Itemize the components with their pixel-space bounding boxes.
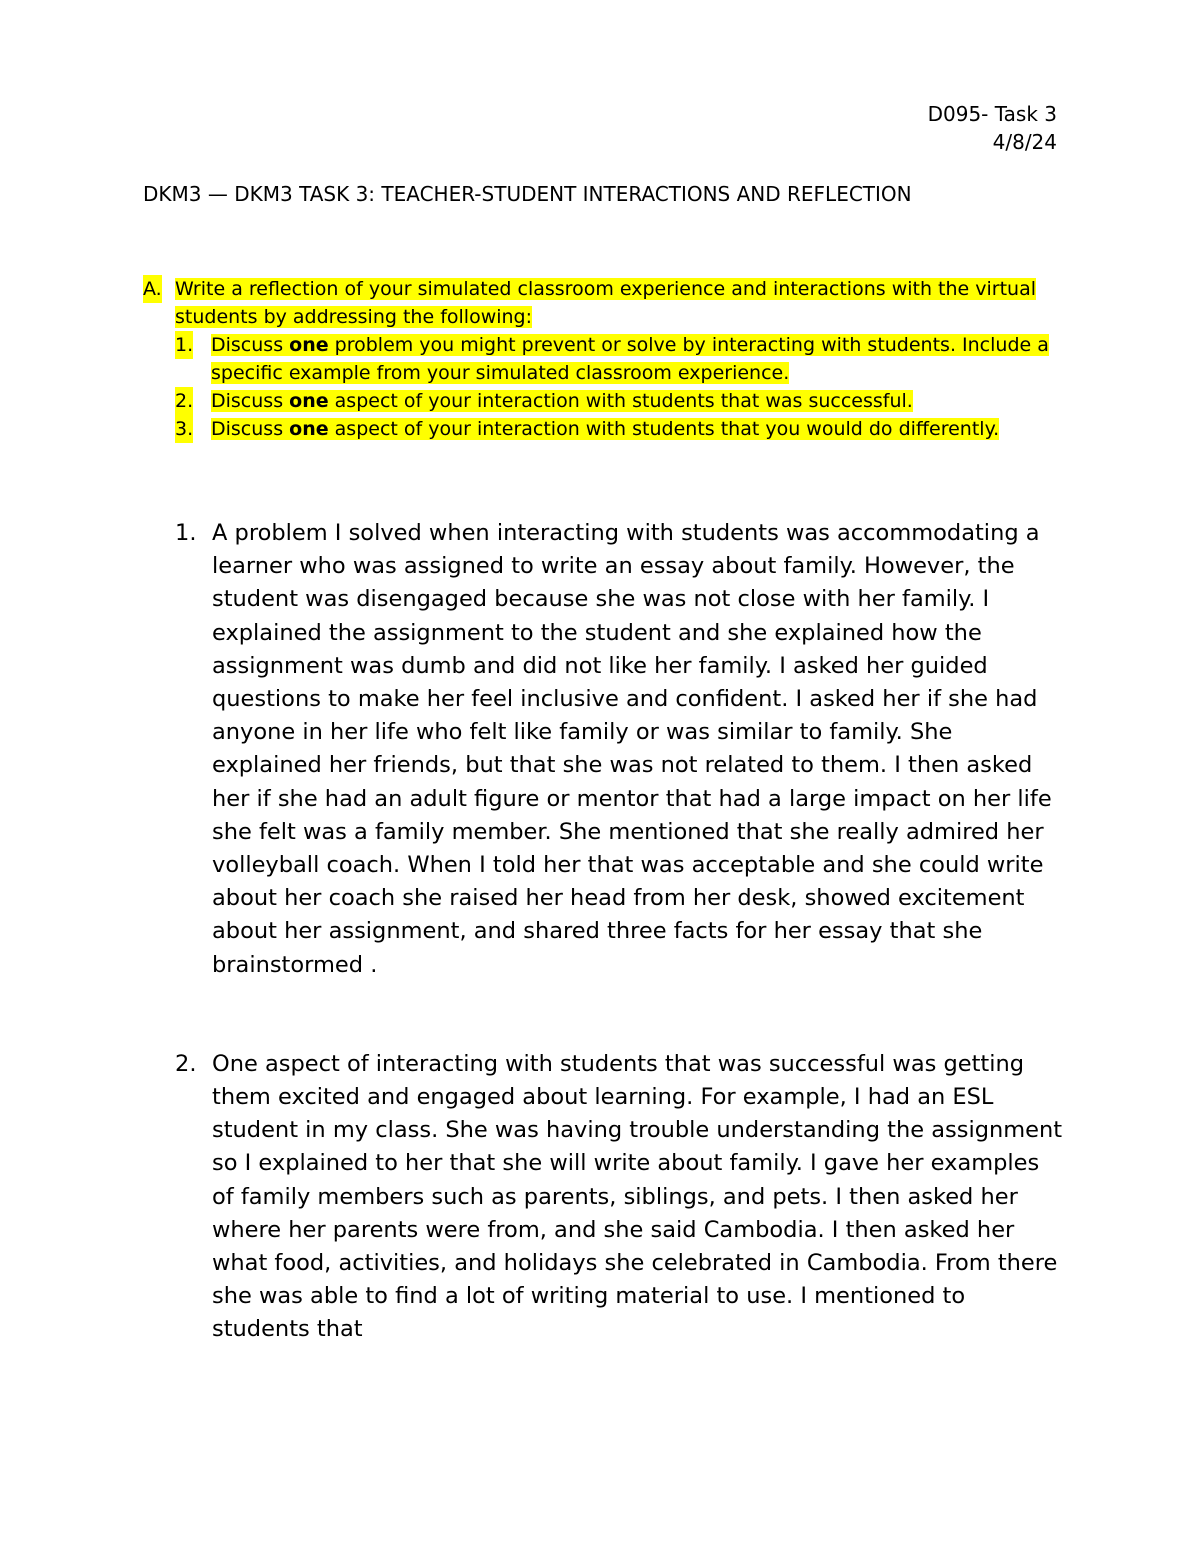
answer-item — [175, 517, 1065, 982]
prompt-item-text-before: Discuss — [211, 334, 290, 356]
course-task-label: D095- Task 3 — [927, 102, 1057, 126]
answer-number: 2. — [175, 1050, 197, 1077]
prompt-item-emphasis: one — [289, 418, 329, 440]
prompt-item-marker: 2. — [175, 387, 193, 415]
document-date: 4/8/24 — [992, 130, 1057, 154]
answer-number: 1. — [175, 520, 197, 546]
document-title: DKM3 — DKM3 TASK 3: TEACHER-STUDENT INTERACTIONS AND REFLECTION — [143, 182, 912, 206]
prompt-item — [143, 331, 1063, 387]
prompt-item — [143, 415, 1063, 443]
prompt-item-text-after: aspect of your interaction with students that was successful. — [328, 390, 913, 412]
prompt-item-text-after: aspect of your interaction with students that you would do differently. — [328, 418, 1000, 440]
prompt-item — [143, 387, 1063, 415]
reflection-answers — [175, 517, 1065, 1347]
prompt-intro — [143, 275, 1063, 331]
prompt-item-emphasis: one — [289, 390, 329, 412]
answer-text: A problem I solved when interacting with students was accommodating a learner who was assigned to write an essay about family. However, the student was disengaged because she was not close with her family. I explained the assignment to the student and she explained how the assignment was dumb and did not like her family. I asked her guided questions to make her feel inclusive and confident. I asked her if she had anyone in her life who felt like family or was similar to family. She explained her friends, but that she was not related to them. I then asked her if she had an adult figure or mentor that had a large impact on her life she felt was a family member. She mentioned that she really admired her volleyball coach. When I told her that was acceptable and she could write about her coach she raised her head from her desk, showed excitement about her assignment, and shared three facts for her essay that she brainstormed . — [212, 520, 1052, 978]
prompt-item-text-after: problem you might prevent or solve by interacting with students. Include a specific example from your simulated classroom experience. — [211, 334, 1049, 384]
prompt-item-text-before: Discuss — [211, 418, 290, 440]
prompt-item-marker: 1. — [175, 331, 193, 359]
task-prompt — [143, 275, 1063, 443]
answer-text: One aspect of interacting with students that was successful was getting them excited and engaged about learning. For example, I had an ESL student in my class. She was having trouble understanding the assignment so I explained to her that she will write about family. I gave her examples of family members such as parents, siblings, and pets. I then asked her where her parents were from, and she said Cambodia. I then asked her what food, activities, and holidays she celebrated in Cambodia. From there she was able to find a lot of writing material to use. I mentioned to students that — [212, 1050, 1063, 1343]
prompt-intro-text: Write a reflection of your simulated classroom experience and interactions with the virtual students by addressing the following: — [175, 278, 1037, 328]
prompt-item-text-before: Discuss — [211, 390, 290, 412]
prompt-marker: A. — [143, 275, 162, 303]
answer-item — [175, 1048, 1065, 1347]
prompt-item-emphasis: one — [289, 334, 329, 356]
prompt-item-marker: 3. — [175, 415, 193, 443]
